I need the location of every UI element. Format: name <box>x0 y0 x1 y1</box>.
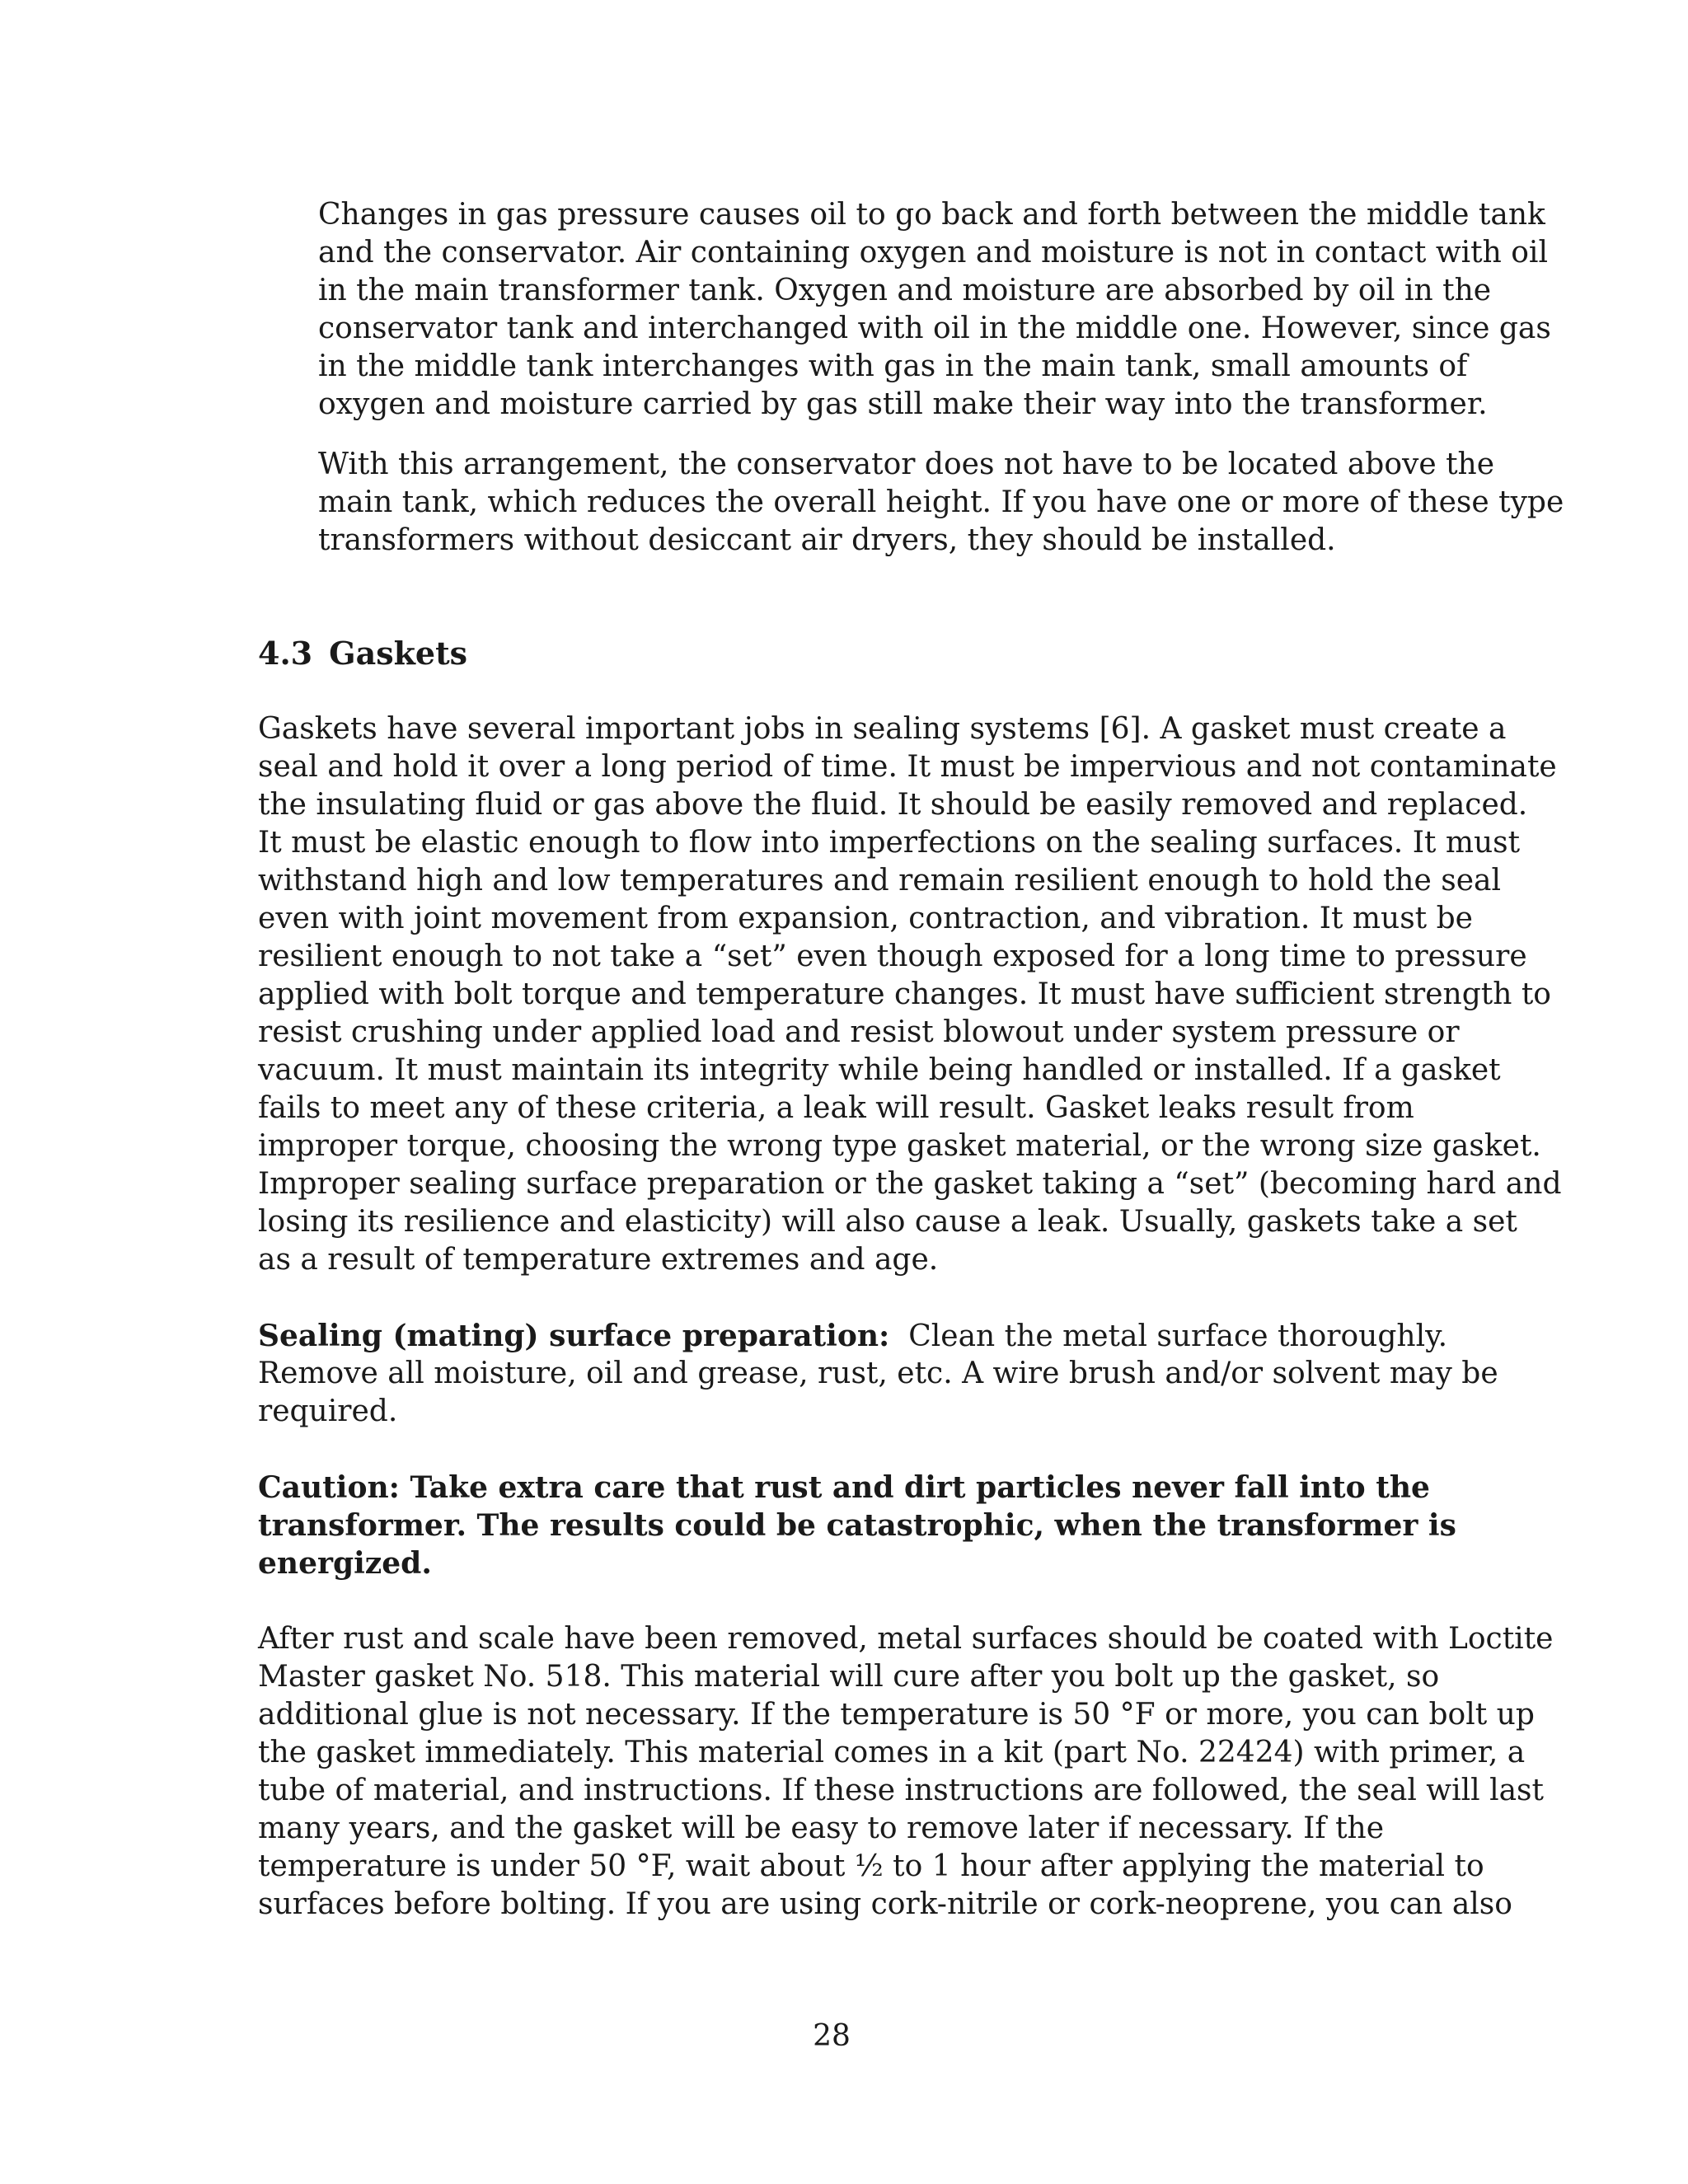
text-line: in the main transformer tank. Oxygen and moisture are absorbed by oil in the <box>318 274 1492 307</box>
surface-prep-text: Clean the metal surface thoroughly. <box>889 1319 1448 1353</box>
text-line: It must be elastic enough to flow into imperfections on the sealing surfaces. It must <box>258 826 1521 860</box>
section-heading <box>258 633 467 674</box>
text-line: energized. <box>258 1546 432 1581</box>
text-line: seal and hold it over a long period of time. It must be impervious and not contaminate <box>258 750 1557 784</box>
text-line: transformers without desiccant air dryers, they should be installed. <box>318 523 1336 557</box>
text-line: even with joint movement from expansion, contraction, and vibration. It must be <box>258 902 1473 935</box>
text-line: With this arrangement, the conservator does not have to be located above the <box>318 448 1495 481</box>
text-line: improper torque, choosing the wrong type gasket material, or the wrong size gasket. <box>258 1129 1541 1163</box>
text-line: resilient enough to not take a “set” even though exposed for a long time to pressure <box>258 940 1527 973</box>
text-line: surfaces before bolting. If you are using cork-nitrile or cork-neoprene, you can also <box>258 1887 1512 1921</box>
gaskets-intro-paragraph <box>258 710 1562 1279</box>
text-line: losing its resilience and elasticity) will also cause a leak. Usually, gaskets take a set <box>258 1205 1517 1239</box>
surface-prep-label: Sealing (mating) surface preparation: <box>258 1319 890 1353</box>
surface-prep-paragraph <box>258 1317 1498 1431</box>
text-line: resist crushing under applied load and resist blowout under system pressure or <box>258 1015 1460 1049</box>
text-line: applied with bolt torque and temperature changes. It must have sufficient strength to <box>258 977 1551 1011</box>
text-line: Gaskets have several important jobs in sealing systems [6]. A gasket must create a <box>258 712 1507 746</box>
text-line: the insulating fluid or gas above the fluid. It should be easily removed and replaced. <box>258 788 1528 822</box>
text-line: as a result of temperature extremes and age. <box>258 1243 939 1277</box>
text-line: Changes in gas pressure causes oil to go back and forth between the middle tank <box>318 198 1545 232</box>
text-line: and the conservator. Air containing oxygen and moisture is not in contact with oil <box>318 236 1548 269</box>
page-number: 28 <box>813 2019 851 2053</box>
section-number: 4.3 <box>258 635 313 672</box>
text-line: Caution: Take extra care that rust and dirt particles never fall into the <box>258 1470 1430 1505</box>
text-line: in the middle tank interchanges with gas in the main tank, small amounts of <box>318 349 1468 383</box>
text-line: temperature is under 50 °F, wait about ½ to 1 hour after applying the material to <box>258 1849 1484 1883</box>
conservator-paragraph-2 <box>318 446 1564 560</box>
text-line: conservator tank and interchanged with oil in the middle one. However, since gas <box>318 312 1551 345</box>
text-line: required. <box>258 1394 398 1428</box>
section-title: Gaskets <box>329 635 468 672</box>
text-line: transformer. The results could be catastrophic, when the transformer is <box>258 1508 1456 1543</box>
text-line: Improper sealing surface preparation or the gasket taking a “set” (becoming hard and <box>258 1167 1562 1201</box>
text-line: main tank, which reduces the overall height. If you have one or more of these type <box>318 485 1564 519</box>
text-line: oxygen and moisture carried by gas still make their way into the transformer. <box>318 387 1488 421</box>
text-line: Remove all moisture, oil and grease, rust, etc. A wire brush and/or solvent may be <box>258 1357 1498 1390</box>
text-line <box>258 1317 1498 1355</box>
text-line: additional glue is not necessary. If the temperature is 50 °F or more, you can bolt up <box>258 1698 1535 1732</box>
text-line: the gasket immediately. This material comes in a kit (part No. 22424) with primer, a <box>258 1736 1526 1769</box>
text-line: many years, and the gasket will be easy to remove later if necessary. If the <box>258 1811 1385 1845</box>
caution-paragraph <box>258 1469 1456 1582</box>
conservator-paragraph-1 <box>318 196 1551 424</box>
text-line: fails to meet any of these criteria, a leak will result. Gasket leaks result from <box>258 1091 1414 1125</box>
text-line: Master gasket No. 518. This material will cure after you bolt up the gasket, so <box>258 1660 1440 1694</box>
loctite-paragraph <box>258 1620 1553 1924</box>
text-line: vacuum. It must maintain its integrity while being handled or installed. If a gasket <box>258 1053 1501 1087</box>
text-line: withstand high and low temperatures and remain resilient enough to hold the seal <box>258 864 1501 898</box>
text-line: After rust and scale have been removed, metal surfaces should be coated with Loctite <box>258 1622 1554 1656</box>
text-line: tube of material, and instructions. If these instructions are followed, the seal will last <box>258 1774 1544 1807</box>
